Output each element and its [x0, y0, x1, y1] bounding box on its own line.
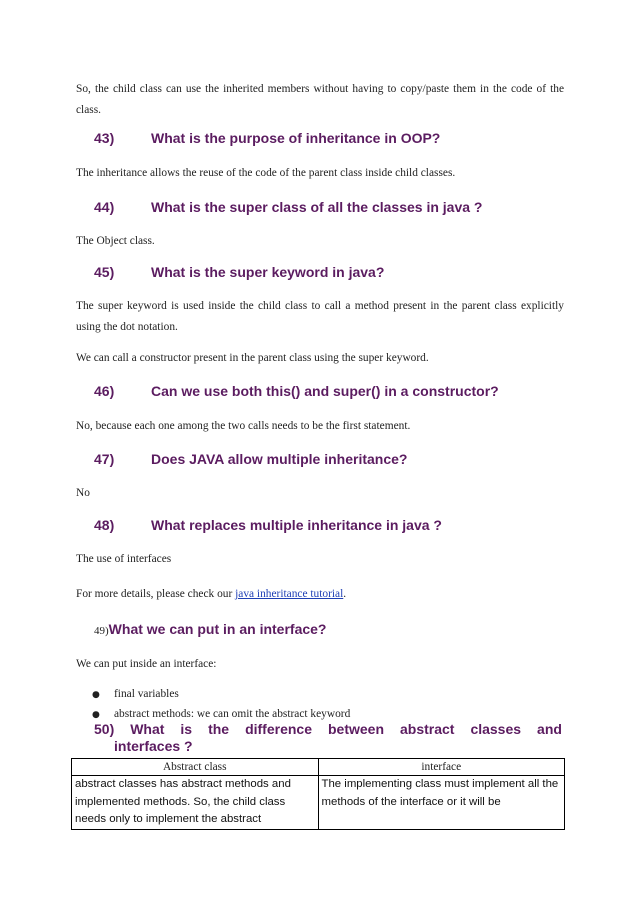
question-text: What we can put in an interface? [108, 621, 327, 637]
list-item [92, 686, 179, 703]
bullet-icon: ● [92, 710, 100, 720]
question-number: 48) [94, 517, 115, 533]
list-item-text: final variables [114, 688, 179, 700]
answer-45: The super keyword is used inside the child class to call a method present in the parent class explicitly using the dot notation. [76, 300, 564, 333]
question-text: Does JAVA allow multiple inheritance? [151, 451, 408, 467]
answer-43: The inheritance allows the reuse of the code of the parent class inside child classes. [76, 167, 456, 179]
table-cell-abstract-class: abstract classes has abstract methods and implemented methods. So, the child class needs only to implement the abstract [72, 776, 319, 830]
question-text: What is the super class of all the classes in java ? [151, 199, 483, 215]
more-details-paragraph [76, 584, 564, 605]
answer-44: The Object class. [76, 235, 155, 247]
question-48 [94, 516, 564, 534]
question-word: difference [245, 721, 312, 737]
question-number: 50) [94, 721, 115, 737]
question-44 [94, 198, 564, 216]
question-word: classes [470, 721, 522, 737]
java-inheritance-tutorial-link[interactable]: java inheritance tutorial [235, 588, 344, 600]
question-number: 46) [94, 383, 115, 399]
answer-46: No, because each one among the two calls needs to be the first statement. [76, 420, 411, 432]
question-text: What replaces multiple inheritance in java ? [151, 517, 442, 533]
question-50 [94, 721, 564, 755]
question-word: between [327, 721, 384, 737]
question-word: the [208, 721, 230, 737]
question-number: 44) [94, 199, 115, 215]
question-43 [94, 129, 564, 147]
comparison-table [71, 758, 565, 830]
more-details-prefix: For more details, please check our [76, 588, 236, 600]
question-number: 45) [94, 264, 115, 280]
table-header-row [72, 759, 565, 776]
question-49 [94, 620, 326, 640]
question-number: 47) [94, 451, 115, 467]
answer-45-constructor: We can call a constructor present in the parent class using the super keyword. [76, 352, 429, 364]
table-row [72, 776, 565, 830]
more-details-suffix: . [343, 588, 347, 600]
paragraph-intro: So, the child class can use the inherited members without having to copy/paste them in the code of the class. [76, 83, 564, 116]
question-text: Can we use both this() and super() in a constructor? [151, 383, 499, 399]
question-number: 49) [94, 625, 109, 637]
question-text: What is the purpose of inheritance in OOP? [151, 130, 441, 146]
question-46 [94, 382, 564, 400]
answer-49: We can put inside an interface: [76, 658, 217, 670]
question-text: What is the super keyword in java? [151, 264, 385, 280]
question-50-line-2: interfaces ? [114, 738, 193, 754]
question-word: What [130, 721, 165, 737]
question-word: is [180, 721, 193, 737]
question-word: abstract [399, 721, 455, 737]
question-number: 43) [94, 130, 115, 146]
list-item-text: abstract methods: we can omit the abstract keyword [114, 708, 351, 720]
column-header-interface: interface [318, 759, 565, 776]
bullet-icon: ● [92, 690, 100, 700]
question-45 [94, 263, 564, 281]
table-cell-interface: The implementing class must implement all the methods of the interface or it will be [318, 776, 565, 830]
answer-47: No [76, 487, 90, 499]
question-word: and [537, 721, 562, 737]
question-47 [94, 450, 564, 468]
question-50-line-1 [94, 721, 562, 738]
column-header-abstract-class: Abstract class [72, 759, 319, 776]
answer-48: The use of interfaces [76, 553, 172, 565]
